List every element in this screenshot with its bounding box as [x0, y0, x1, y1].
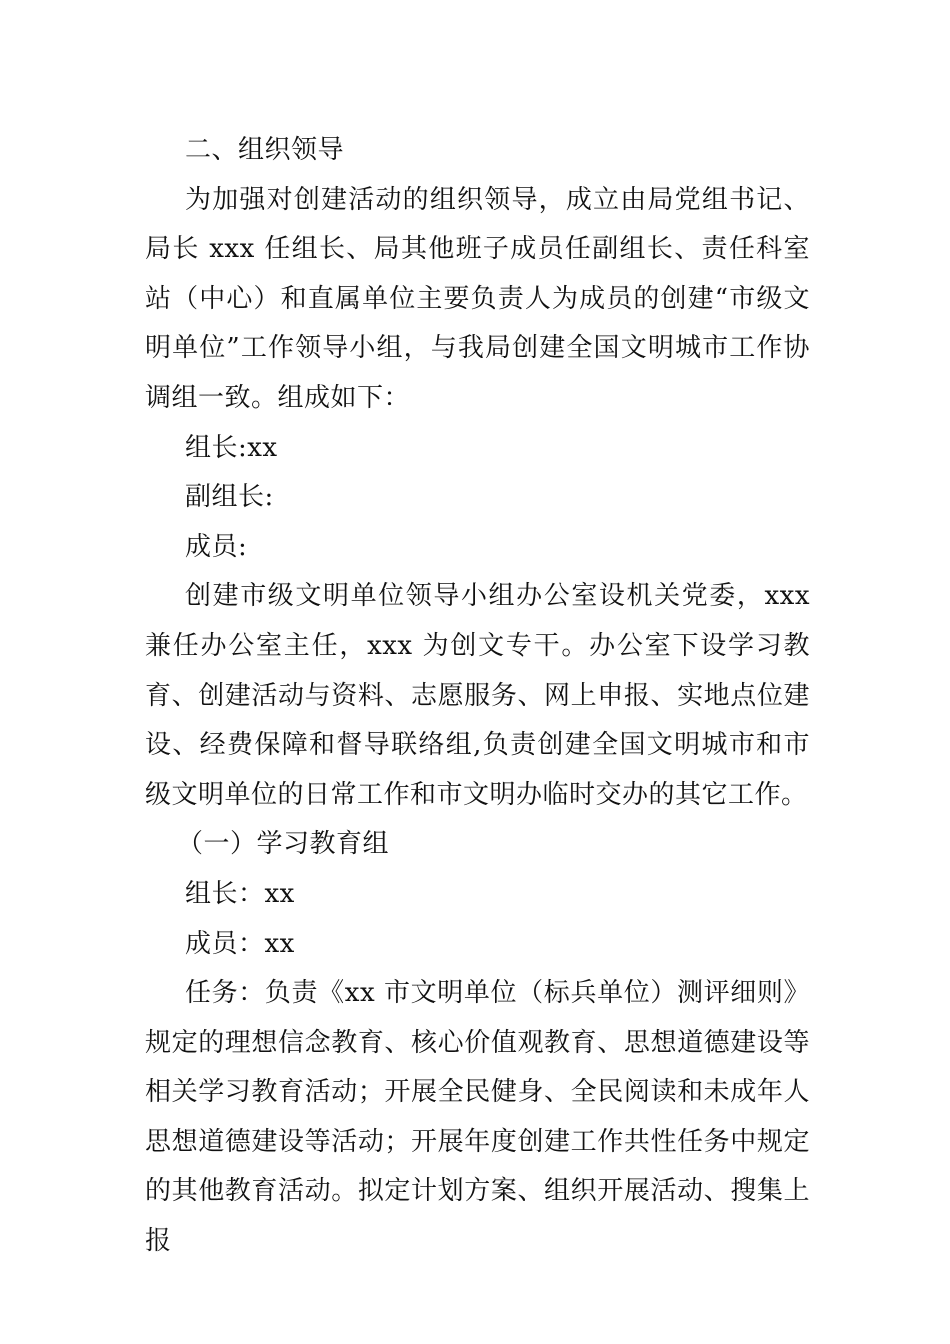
deputy-leader-line: 副组长:	[185, 482, 274, 513]
body-paragraph: 创建市级文明单位领导小组办公室设机关党委，xxx 兼任办公室主任，xxx 为创文专干。办公室下设学习教育、创建活动与资料、志愿服务、网上申报、实地点位建设、经费保障和督导联络组,负责创建全国文明城市和市级文明单位的日常工作和市文明办临时交办的其它工作。	[145, 581, 810, 810]
section-heading: 二、组织领导	[185, 135, 345, 165]
subsection-heading: （一）学习教育组	[177, 829, 390, 860]
document-body	[145, 126, 810, 1267]
group-leader-line: 组长：xx	[185, 878, 295, 909]
members-line: 成员:	[185, 531, 248, 562]
task-paragraph: 任务：负责《xx 市文明单位（标兵单位）测评细则》规定的理想信念教育、核心价值观教育、思想道德建设等相关学习教育活动；开展全民健身、全民阅读和未成年人思想道德建设等活动；开展年度创建工作共性任务中规定的其他教育活动。拟定计划方案、组织开展活动、搜集上报	[145, 978, 810, 1257]
group-leader-line: 组长:xx	[185, 432, 278, 463]
body-paragraph: 为加强对创建活动的组织领导，成立由局党组书记、局长 xxx 任组长、局其他班子成员任副组长、责任科室站（中心）和直属单位主要负责人为成员的创建“市级文明单位”工作领导小组，与我局创建全国文明城市工作协调组一致。组成如下：	[145, 184, 810, 413]
members-line: 成员：xx	[185, 928, 295, 959]
